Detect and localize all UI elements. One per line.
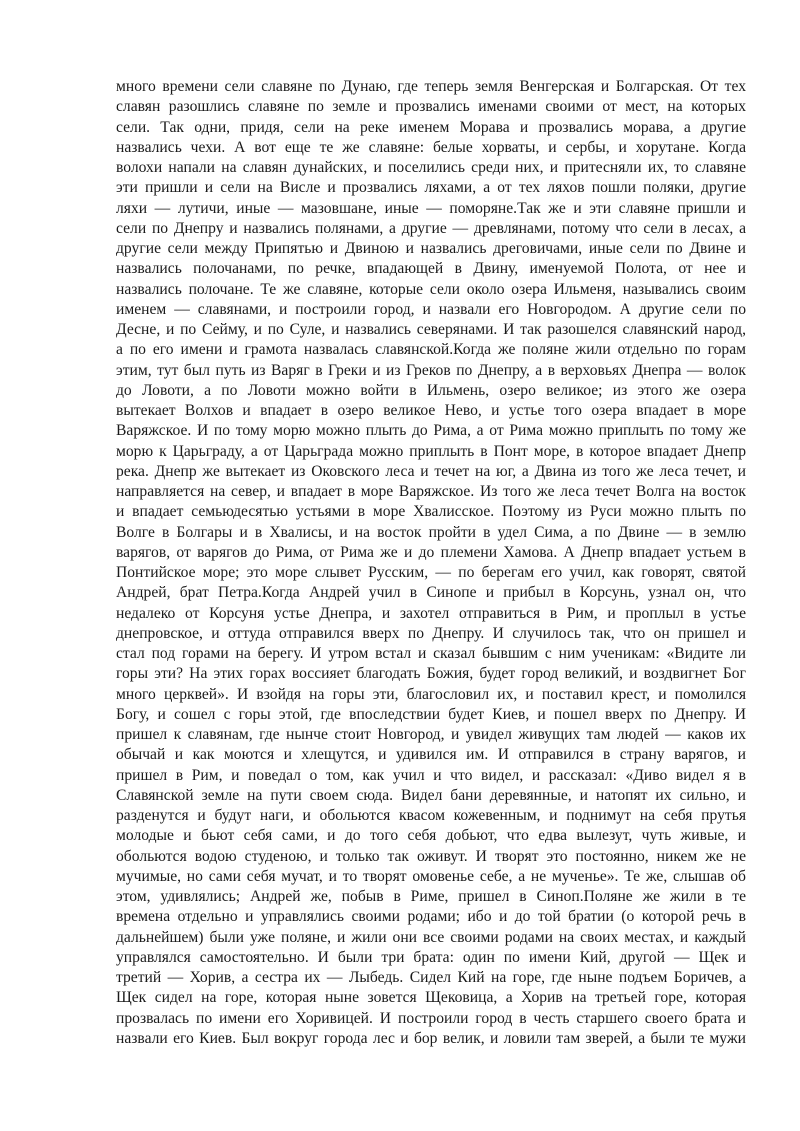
text-line: много церквей». И взойдя на горы эти, благословил их, и поставил крест, и помолился bbox=[116, 685, 746, 703]
text-line: Богу, и сошел с горы этой, где впоследствии будет Киев, и пошел вверх по Днепру. И bbox=[116, 705, 746, 723]
text-line: Десне, и по Сейму, и по Суле, и назвались северянами. И так разошелся славянский народ, bbox=[116, 321, 746, 338]
text-line: недалеко от Корсуня устье Днепра, и захотел отправиться в Рим, и проплыл в устье bbox=[116, 604, 746, 622]
text-line: обольются водою студеною, и только так оживут. И творят это постоянно, никем же не bbox=[116, 847, 746, 865]
text-line: много времени сели славяне по Дунаю, где теперь земля Венгерская и Болгарская. От тех bbox=[116, 78, 746, 95]
text-line: стал под горами на берегу. И утром встал и сказал бывшим с ним ученикам: «Видите ли bbox=[116, 645, 746, 662]
text-line: направляется на север, и впадает в море Варяжское. Из того же леса течет Волга на восток bbox=[116, 483, 746, 500]
text-line: до Ловоти, а по Ловоти можно войти в Ильмень, озеро великое; из этого же озера bbox=[116, 381, 746, 399]
text-line: горы эти? На этих горах воссияет благодать Божия, будет город великий, и воздвигнет Бог bbox=[116, 665, 746, 683]
text-line: а по его имени и грамота назвалась славянской.Когда же поляне жили отдельно по горам bbox=[116, 341, 746, 359]
text-line: другие сели между Припятью и Двиною и назвались дреговичами, иные сели по Двине и bbox=[116, 240, 746, 257]
text-line: управлялся самостоятельно. И были три брата: один по имени Кий, другой — Щек и bbox=[116, 948, 746, 966]
text-line: назвались чехи. А вот еще те же славяне: белые хорваты, и сербы, и хорутане. Когда bbox=[116, 138, 746, 156]
body-text bbox=[116, 77, 746, 1049]
text-line: Щек сидел на горе, которая ныне зовется Щековица, а Хорив на третьей горе, которая bbox=[116, 989, 746, 1007]
text-line: днепровское, и оттуда отправился вверх по Днепру. И случилось так, что он пришел и bbox=[116, 624, 746, 642]
text-line: молодые и бьют себя сами, и до того себя добьют, что едва вылезут, чуть живые, и bbox=[116, 827, 746, 845]
text-line: назвали его Киев. Был вокруг города лес и бор велик, и ловили там зверей, а были те мужи bbox=[116, 1029, 746, 1047]
text-line: сели по Днепру и назвались полянами, а другие — древлянами, потому что сели в лесах, а bbox=[116, 219, 746, 237]
text-line: времена отдельно и управлялись своими родами; ибо и до той братии (о которой речь в bbox=[116, 908, 746, 926]
text-line: вытекает Волхов и впадает в озеро великое Нево, и устье того озера впадает в море bbox=[116, 402, 746, 419]
text-line: Варяжское. И по тому морю можно плыть до Рима, а от Рима можно приплыть по тому же bbox=[116, 422, 746, 440]
text-line: пришел в Рим, и поведал о том, как учил и что видел, и рассказал: «Диво видел я в bbox=[116, 766, 746, 784]
text-line: Андрей, брат Петра.Когда Андрей учил в Синопе и прибыл в Корсунь, узнал он, что bbox=[116, 584, 746, 602]
text-line: Волге в Болгары и в Хвалисы, и на восток пройти в удел Сима, а по Двине — в землю bbox=[116, 523, 746, 541]
text-line: назвались полочане. Те же славяне, которые сели около озера Ильменя, назывались своим bbox=[116, 280, 746, 298]
text-line: славян разошлись славяне по земле и прозвались именами своими от мест, на которых bbox=[116, 98, 746, 116]
text-line: разденутся и будут наги, и обольются квасом кожевенным, и поднимут на себя прутья bbox=[116, 807, 746, 824]
text-line: волохи напали на славян дунайских, и поселились среди них, и притесняли их, то славяне bbox=[116, 159, 746, 176]
text-line: эти пришли и сели на Висле и прозвались ляхами, а от тех ляхов пошли поляки, другие bbox=[116, 179, 746, 197]
text-line: именем — славянами, и построили город, и назвали его Новгородом. А другие сели по bbox=[116, 300, 746, 318]
text-line: мучимые, но сами себя мучат, и то творят омовенье себе, а не мученье». Те же, слышав об bbox=[116, 867, 746, 885]
text-line: обычай и как моются и хлещутся, и удивился им. И отправился в страну варягов, и bbox=[116, 746, 746, 764]
text-line: назвались полочанами, по речке, впадающей в Двину, именуемой Полота, от нее и bbox=[116, 260, 746, 278]
text-line: Понтийское море; это море слывет Русским, — по берегам его учил, как говорят, святой bbox=[116, 564, 746, 581]
text-line: и впадает семьюдесятью устьями в море Хвалисское. Поэтому из Руси можно плыть по bbox=[116, 503, 746, 521]
text-line: морю к Царьграду, а от Царьграда можно приплыть в Понт море, в которое впадает Днепр bbox=[116, 442, 746, 460]
text-line: этом, удивлялись; Андрей же, побыв в Риме, пришел в Синоп.Поляне же жили в те bbox=[116, 888, 746, 905]
text-line: этим, тут был путь из Варяг в Греки и из Греков по Днепру, а в верховьях Днепра — волок bbox=[116, 361, 746, 379]
text-line: река. Днепр же вытекает из Оковского леса и течет на юг, а Двина из того же леса течет, и bbox=[116, 462, 746, 480]
text-line: прозвалась по имени его Хоривицей. И построили город в честь старшего своего брата и bbox=[116, 1009, 746, 1027]
text-line: Славянской земле на пути своем сюда. Видел бани деревянные, и натопят их сильно, и bbox=[116, 786, 746, 804]
text-line: варягов, от варягов до Рима, от Рима же и до племени Хамова. А Днепр впадает устьем в bbox=[116, 543, 746, 561]
text-line: третий — Хорив, а сестра их — Лыбедь. Сидел Кий на горе, где ныне подъем Боричев, а bbox=[116, 969, 746, 986]
text-line: сели. Так одни, придя, сели на реке именем Морава и прозвались морава, а другие bbox=[116, 118, 746, 136]
text-line: ляхи — лутичи, иные — мазовшане, иные — поморяне.Так же и эти славяне пришли и bbox=[116, 199, 746, 217]
text-line: пришел к славянам, где нынче стоит Новгород, и увидел живущих там людей — каков их bbox=[116, 726, 746, 743]
text-line: дальнейшем) были уже поляне, и жили они все своими родами на своих местах, и каждый bbox=[116, 928, 746, 946]
